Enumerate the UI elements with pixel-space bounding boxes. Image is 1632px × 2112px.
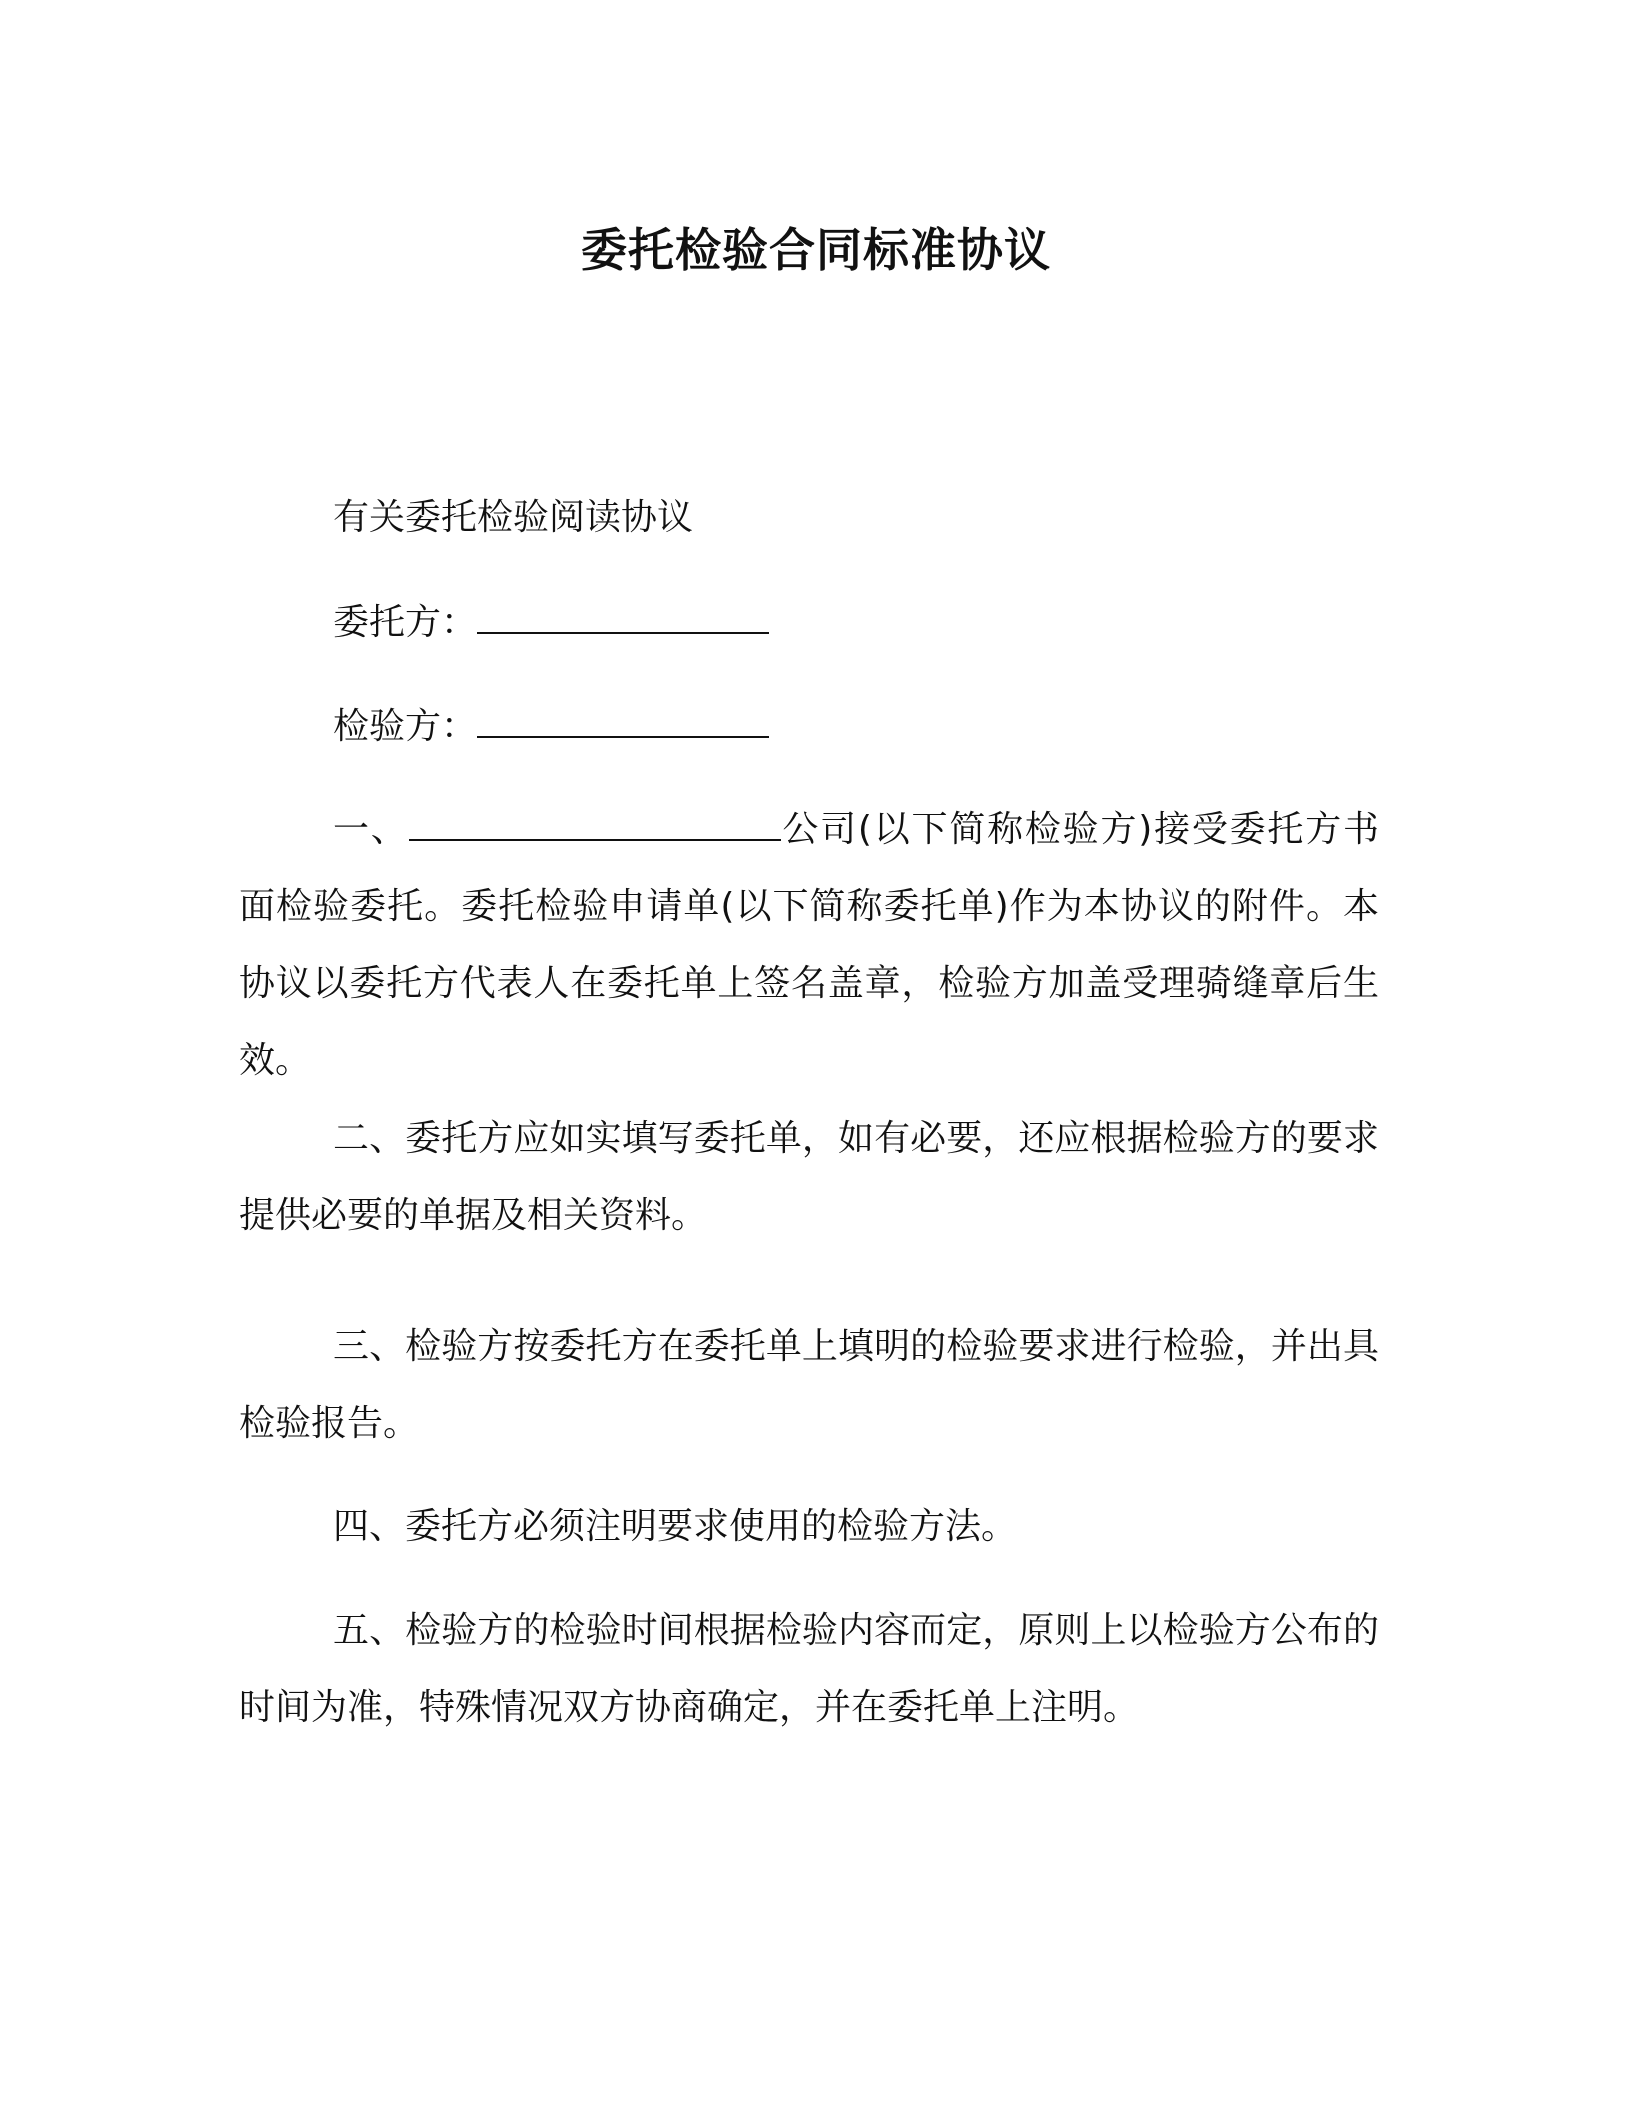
clause-3	[239, 1308, 1379, 1462]
clause-4	[239, 1488, 1379, 1565]
clause-2	[239, 1100, 1379, 1254]
clause-5	[239, 1592, 1379, 1746]
company-blank	[409, 805, 781, 841]
clause-number: 二、	[333, 1118, 406, 1159]
clause-text: 检验方按委托方在委托单上填明的检验要求进行检验，并出具检验报告。	[239, 1326, 1379, 1444]
clause-number: 五、	[333, 1610, 406, 1651]
client-field	[333, 598, 769, 647]
clause-text: 公司(以下简称检验方)接受委托方书面检验委托。委托检验申请单(以下简称委托单)作为本协议的附件。本协议以委托方代表人在委托单上签名盖章，检验方加盖受理骑缝章后生效。	[239, 809, 1379, 1081]
clause-number: 四、	[333, 1506, 406, 1547]
clause-text: 委托方应如实填写委托单，如有必要，还应根据检验方的要求提供必要的单据及相关资料。	[239, 1118, 1379, 1236]
clause-text: 委托方必须注明要求使用的检验方法。	[405, 1506, 1018, 1547]
document-title: 委托检验合同标准协议	[581, 223, 1051, 277]
clause-1	[239, 791, 1379, 1099]
inspector-label: 检验方：	[333, 706, 478, 747]
clause-text: 检验方的检验时间根据检验内容而定，原则上以检验方公布的时间为准，特殊情况双方协商确定，并在委托单上注明。	[239, 1610, 1379, 1728]
client-label: 委托方：	[333, 602, 478, 643]
client-blank	[477, 598, 769, 634]
document-subtitle: 有关委托检验阅读协议	[333, 497, 694, 538]
inspector-field	[333, 702, 769, 751]
clause-number: 三、	[333, 1326, 406, 1367]
clause-number: 一、	[333, 809, 409, 850]
inspector-blank	[477, 702, 769, 738]
